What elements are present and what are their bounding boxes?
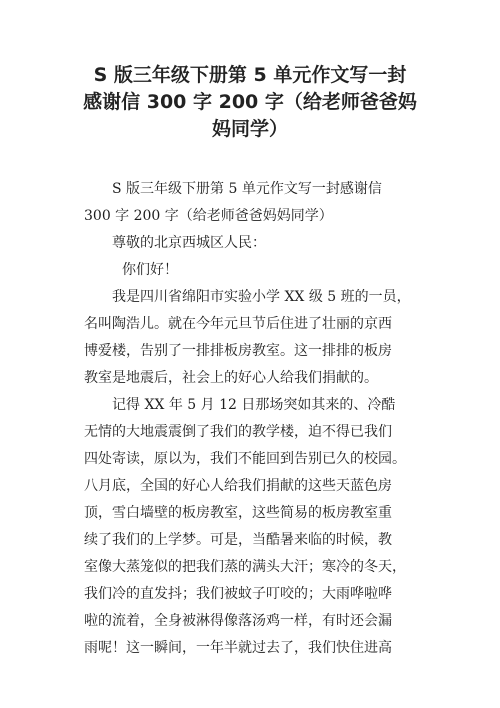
body-text-line: 我是四川省绵阳市实验小学 XX 级 5 班的一员，	[112, 289, 411, 305]
body-text-line: 八月底，全国的好心人给我们捐献的这些天蓝色房	[84, 478, 392, 494]
body-text-line: 尊敬的北京西城区人民：	[112, 235, 266, 251]
body-text-line: 博爱楼，告别了一排排板房教室。这一排排的板房	[84, 343, 392, 359]
title-line: 妈同学）	[211, 118, 288, 140]
body-text-line: 雨呢！这一瞬间，一年半就过去了，我们快住进高	[84, 640, 392, 656]
body-text-line: 我们冷的直发抖；我们被蚊子叮咬的；大雨哗啦哗	[84, 586, 392, 602]
body-text-line: 教室是地震后，社会上的好心人给我们捐献的。	[84, 370, 378, 386]
body-text-line: 你们好！	[122, 262, 178, 278]
title-line: 感谢信 300 字 200 字（给老师爸爸妈	[83, 91, 417, 113]
body-text-line: 室像大蒸笼似的把我们蒸的满头大汗；寒冷的冬天，	[84, 559, 406, 575]
body-text-line: 续了我们的上学梦。可是，当酷暑来临的时候，教	[84, 532, 392, 548]
body-text-line: S 版三年级下册第 5 单元作文写一封感谢信	[112, 181, 382, 197]
title-line: S 版三年级下册第 5 单元作文写一封	[93, 64, 407, 86]
body-text-line: 啦的流着，全身被淋得像落汤鸡一样，有时还会漏	[84, 613, 392, 629]
body-text-line: 顶，雪白墙壁的板房教室，这些简易的板房教室重	[84, 505, 392, 521]
document-title	[60, 62, 440, 143]
body-text-line: 无情的大地震震倒了我们的教学楼，迫不得已我们	[84, 424, 392, 440]
body-text-line: 300 字 200 字（给老师爸爸妈妈同学）	[84, 208, 333, 224]
body-text-line: 名叫陶浩儿。就在今年元旦节后住进了壮丽的京西	[84, 316, 392, 332]
document-body	[84, 176, 434, 662]
body-text-line: 记得 XX 年 5 月 12 日那场突如其来的、冷酷	[112, 397, 396, 413]
body-text-line: 四处寄读，原以为，我们不能回到告别已久的校园。	[84, 451, 406, 467]
